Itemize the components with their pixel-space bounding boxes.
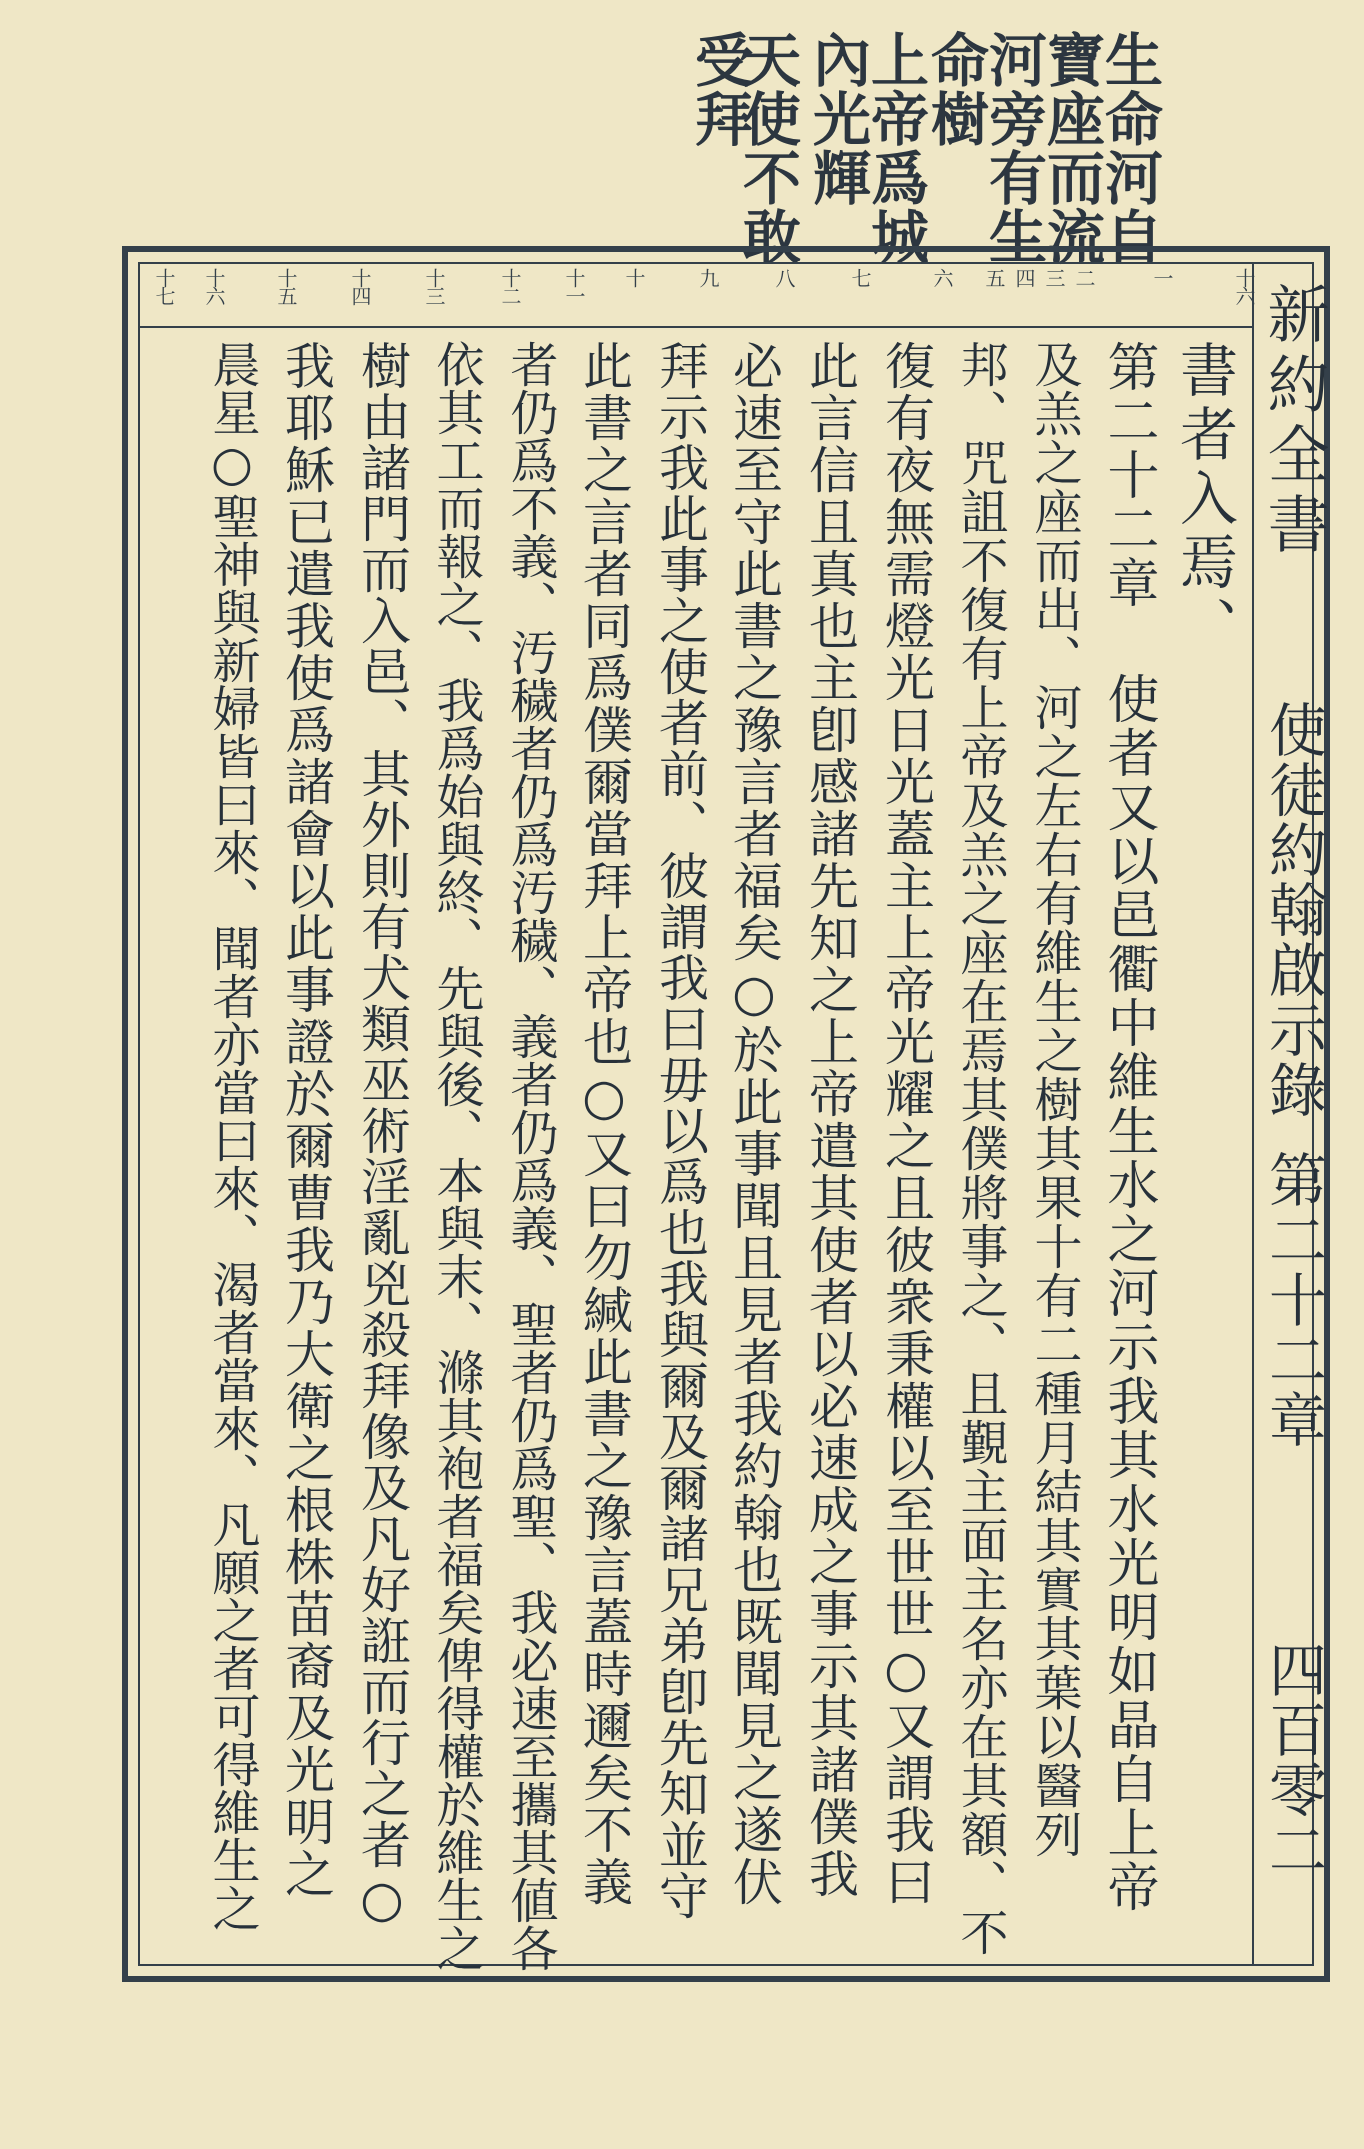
headnote2-line-2: 受拜 [685, 30, 753, 148]
body-column-12: 樹由諸門而入邑、其外則有犬類巫術淫亂兇殺拜像及凡好誑而行之者○ [353, 340, 411, 1929]
verse-number: 十一 [562, 268, 586, 304]
headnote-line-5: 上帝爲城 [861, 30, 929, 266]
body-column-5: 復有夜無需燈光日光蓋主上帝光耀之且彼衆秉權以至世世○又謂我曰 [877, 340, 935, 1908]
verse-number: 二 [1072, 268, 1096, 286]
body-column-1: 書者入焉、 [1170, 340, 1238, 660]
body-column-4: 邦、咒詛不復有上帝及羔之座在焉其僕將事之、且覲主面主名亦在其額、不 [952, 340, 1008, 1957]
bleed-through-text [1290, 20, 1346, 35]
verse-number: 十 [622, 268, 646, 286]
verse-number: 四 [1012, 268, 1036, 286]
verse-number: 十六 [1232, 268, 1256, 304]
verse-number: 九 [696, 268, 720, 286]
body-column-6: 此言信且真也主卽感諸先知之上帝遣其使者以必速成之事示其諸僕我 [801, 340, 859, 1900]
headnote-line-3: 河旁有生 [979, 30, 1047, 266]
headnote2-line-1: 天使不敢 [733, 30, 801, 266]
verse-number: 一 [1150, 268, 1174, 286]
body-column-13: 我耶穌已遣我使爲諸會以此事證於爾曹我乃大衛之根株苗裔及光明之 [277, 340, 335, 1900]
verse-number: 八 [772, 268, 796, 286]
verse-number: 十二 [498, 268, 522, 304]
running-head-divider [1252, 262, 1254, 1966]
headnote-line-6: 內光輝 [803, 30, 871, 207]
verse-number: 十三 [422, 268, 446, 304]
body-column-7: 必速至守此書之豫言者福矣○於此事聞且見者我約翰也既聞見之遂伏 [725, 340, 783, 1908]
body-column-8: 拜示我此事之使者前、彼謂我曰毋以爲也我與爾及爾諸兄弟卽先知並守 [651, 340, 709, 1921]
verse-number: 七 [848, 268, 872, 286]
body-column-14: 晨星○聖神與新婦皆曰來、聞者亦當曰來、渴者當來、凡願之者可得維生之 [204, 340, 260, 1932]
verse-number: 十五 [274, 268, 298, 304]
headnote-line-1: 生命河自 [1095, 30, 1163, 266]
body-column-11: 依其工而報之、我爲始與終、先與後、本與末、滌其袍者福矣俾得權於維生之 [428, 340, 484, 1972]
verse-number: 十四 [348, 268, 372, 304]
headnote-line-4: 命樹 [921, 30, 989, 148]
body-column-3: 及羔之座而出、河之左右有維生之樹其果十有二種月結其實其葉以醫列 [1026, 340, 1082, 1859]
verse-number: 五 [982, 268, 1006, 286]
running-head-title: 使徒約翰啟示錄 [1259, 700, 1327, 1120]
headnote-line-2: 寶座而流 [1037, 30, 1105, 266]
running-head-chapter: 第二十二章 [1259, 1150, 1327, 1450]
body-column-9: 此書之言者同爲僕爾當拜上帝也○又曰勿緘此書之豫言蓋時邇矣不義 [575, 340, 633, 1908]
verse-number: 十七 [152, 268, 176, 304]
page-number: 四百零二 [1259, 1640, 1327, 1880]
body-column-2: 第二十二章 使者又以邑衢中維生水之河示我其水光明如晶自上帝 [1098, 340, 1158, 1914]
verse-number: 六 [930, 268, 954, 286]
verse-number: 十六 [202, 268, 226, 304]
verse-number: 三 [1042, 268, 1066, 286]
running-head-book: 新約全書 [1257, 282, 1330, 562]
body-column-10: 者仍爲不義、汚穢者仍爲汚穢、義者仍爲義、聖者仍爲聖、我必速至攜其値各 [502, 340, 558, 1972]
